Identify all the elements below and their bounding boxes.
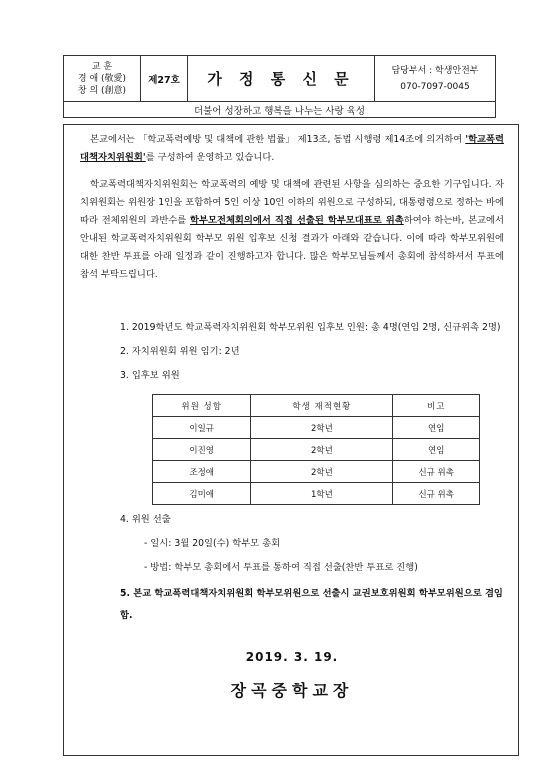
notice-date: 2019. 3. 19. bbox=[245, 650, 339, 664]
election-date: - 일시: 3월 20일(수) 학부모 총회 bbox=[144, 538, 281, 549]
item-candidate-count: 1. 2019학년도 학교폭력자치위원회 학부모위원 입후보 인원: 총 4명(연임 2명, 신규위촉 2명) bbox=[120, 322, 501, 333]
item-election: 4. 위원 선출 bbox=[120, 514, 171, 525]
notice-body bbox=[63, 124, 519, 756]
intro-text-b: 를 구성하여 운영하고 있습니다. bbox=[145, 152, 275, 163]
candidate-name: 이진영 bbox=[153, 439, 251, 461]
candidate-grade: 2학년 bbox=[251, 417, 393, 439]
table-row bbox=[153, 417, 480, 439]
item-concurrent-role: 5. 본교 학교폭력대책자치위원회 학부모위원으로 선출시 교권보호위원회 학부모위원으로 겸임함. bbox=[120, 588, 503, 621]
candidate-name: 이일규 bbox=[153, 417, 251, 439]
intro-text-a: 본교에서는 「학교폭력예방 및 대책에 관한 법률」 제13조, 동법 시행령 제14조에 의거하여 bbox=[90, 134, 466, 145]
committee-text-b: 하여야 하는바, 본교에서 안내된 학교폭력자치위원회 학부모 위원 입후보 신청 결과가 아래와 같습니다. 이에 따라 학부모위원에 대한 찬반 투표를 아래 일정과 같이 진행하고자 합니다. 많은 학부모님들께서 총회에 참석하셔서 투표에 참석 부탁드립니다. bbox=[80, 215, 504, 280]
school-slogan: 더불어 성장하고 행복을 나누는 사랑 육성 bbox=[64, 102, 496, 118]
item-candidates: 3. 입후보 위원 bbox=[120, 370, 180, 381]
candidate-name: 김미애 bbox=[153, 483, 251, 505]
candidates-table bbox=[152, 394, 480, 505]
candidate-note: 신규 위촉 bbox=[393, 461, 480, 483]
candidate-grade: 2학년 bbox=[251, 461, 393, 483]
candidate-grade: 1학년 bbox=[251, 483, 393, 505]
candidate-note: 신규 위촉 bbox=[393, 483, 480, 505]
department-info bbox=[375, 56, 496, 102]
motto-line-1: 경 애 (敬愛) bbox=[77, 73, 127, 84]
candidate-name: 조정애 bbox=[153, 461, 251, 483]
candidate-note: 연임 bbox=[393, 417, 480, 439]
candidate-grade: 2학년 bbox=[251, 439, 393, 461]
department-phone: 070-7097-0045 bbox=[400, 81, 470, 92]
header-note: 비고 bbox=[393, 395, 480, 417]
table-row bbox=[153, 439, 480, 461]
motto-label: 교 훈 bbox=[91, 61, 113, 72]
newsletter-title: 가 정 통 신 문 bbox=[188, 56, 375, 102]
election-method-highlight: 학부모전체회의에서 직접 선출된 학부모대표로 위촉 bbox=[190, 215, 404, 226]
committee-name: '학교폭력대책자치위원회' bbox=[80, 134, 504, 163]
department-name: 담당부서 : 학생안전부 bbox=[391, 65, 479, 76]
header-name: 위원 성함 bbox=[153, 395, 251, 417]
candidate-note: 연임 bbox=[393, 439, 480, 461]
item-term: 2. 자치위원회 위원 임기: 2년 bbox=[120, 346, 240, 357]
table-row bbox=[153, 483, 480, 505]
header-grade: 학생 재적현황 bbox=[251, 395, 393, 417]
motto-line-2: 창 의 (創意) bbox=[77, 85, 127, 96]
table-row bbox=[153, 461, 480, 483]
intro-paragraph bbox=[80, 131, 504, 167]
principal-signature: 장곡중학교장 bbox=[230, 681, 354, 700]
table-header-row bbox=[153, 395, 480, 417]
committee-text-a: 학교폭력대책자치위원회는 학교폭력의 예방 및 대책에 관련된 사항을 심의하는 중요한 기구입니다. 자치위원회는 위원장 1인을 포함하여 5인 이상 10인 이하의 위원으로 구성하되, 대통령령으로 정하는 바에 따라 전체위원의 과반수를 bbox=[80, 179, 504, 226]
issue-number: 제27호 bbox=[141, 56, 188, 102]
school-motto bbox=[64, 56, 141, 102]
election-method: - 방법: 학부모 총회에서 투표를 통하여 직접 선출(찬반 투표로 진행) bbox=[144, 562, 418, 573]
committee-paragraph bbox=[80, 176, 504, 284]
newsletter-header bbox=[63, 55, 496, 118]
